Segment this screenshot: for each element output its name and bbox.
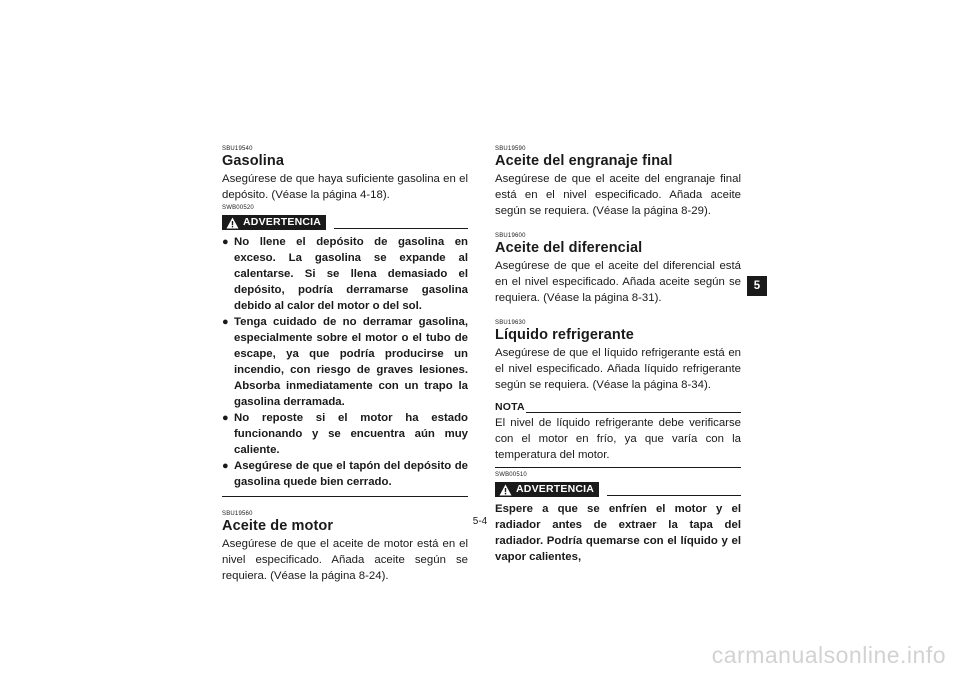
warning-header	[495, 481, 741, 499]
warning-rule	[607, 495, 741, 496]
warning-item: ● No llene el depósito de gasolina en exceso. La gasolina se expande al calentarse. Si se llena demasiado el depósito, podría derramarse gasolina debido al calor del motor o del sol.	[222, 236, 468, 312]
section-code: SBU19600	[495, 233, 526, 239]
page-number: 5-4	[472, 516, 488, 527]
warning-badge	[495, 482, 599, 497]
nota-rule	[526, 412, 741, 413]
refrigerante-text: Asegúrese de que el líquido refrigerante está en el nivel especificado. Añada líquido refrigerante según se requiera. (Véase la página 8-34).	[495, 347, 741, 391]
section-code: SBU19630	[495, 320, 526, 326]
warning-item: ● Asegúrese de que el tapón del depósito de gasolina quede bien cerrado.	[222, 460, 468, 488]
section-title-aceite-motor: Aceite de motor	[222, 518, 334, 534]
left-column	[222, 146, 468, 584]
section-title-engranaje: Aceite del engranaje final	[495, 153, 673, 169]
nota-label: NOTA	[495, 401, 525, 413]
warning-badge	[222, 215, 326, 230]
warning-header	[222, 214, 468, 232]
section-code: SBU19560	[222, 511, 253, 517]
warning-label: ADVERTENCIA	[243, 216, 322, 228]
bullet-icon: ●	[222, 236, 229, 248]
section-title-diferencial: Aceite del diferencial	[495, 240, 643, 256]
warning-triangle-icon	[499, 484, 512, 496]
warning-item: ● No reposte si el motor ha estado funcionando y se encuentra aún muy caliente.	[222, 412, 468, 456]
warning-rule	[334, 228, 468, 229]
section-title-gasolina: Gasolina	[222, 153, 285, 169]
gasolina-text: Asegúrese de que haya suficiente gasolina en el depósito. (Véase la página 4-18).	[222, 173, 468, 201]
right-column	[495, 146, 741, 565]
warning-text: Espere a que se enfríen el motor y el radiador antes de extraer la tapa del radiador. Podría quemarse con el líquido y el vapor calientes,	[495, 503, 741, 563]
warning-list	[222, 234, 468, 490]
warning-label: ADVERTENCIA	[516, 483, 595, 495]
bullet-icon: ●	[222, 460, 229, 472]
section-code: SBU19540	[222, 146, 253, 152]
diferencial-text: Asegúrese de que el aceite del diferencial está en el nivel especificado. Añada aceite según se requiera. (Véase la página 8-31).	[495, 260, 741, 304]
section-code: SBU19590	[495, 146, 526, 152]
section-tab: 5	[747, 276, 767, 296]
warning-code: SWB00510	[495, 472, 527, 478]
nota-text: El nivel de líquido refrigerante debe verificarse con el motor en frío, ya que varía con la temperatura del motor.	[495, 417, 741, 461]
aceite-motor-text: Asegúrese de que el aceite de motor está en el nivel especificado. Añada aceite según se requiera. (Véase la página 8-24).	[222, 538, 468, 582]
section-title-refrigerante: Líquido refrigerante	[495, 327, 634, 343]
watermark: carmanualsonline.info	[711, 642, 946, 668]
nota-end-rule	[495, 467, 741, 468]
bullet-icon: ●	[222, 316, 229, 328]
bullet-icon: ●	[222, 412, 229, 424]
warning-code: SWB00520	[222, 205, 254, 211]
warning-item: ● Tenga cuidado de no derramar gasolina, especialmente sobre el motor o el tubo de escape, ya que podría producirse un incendio, con riesgo de graves lesiones. Absorba inmediatamente con un trapo la gasolina derramada.	[222, 316, 468, 408]
nota-header	[495, 401, 741, 415]
warning-triangle-icon	[226, 217, 239, 229]
engranaje-text: Asegúrese de que el aceite del engranaje final está en el nivel especificado. Añada aceite según se requiera. (Véase la página 8-29).	[495, 173, 741, 217]
